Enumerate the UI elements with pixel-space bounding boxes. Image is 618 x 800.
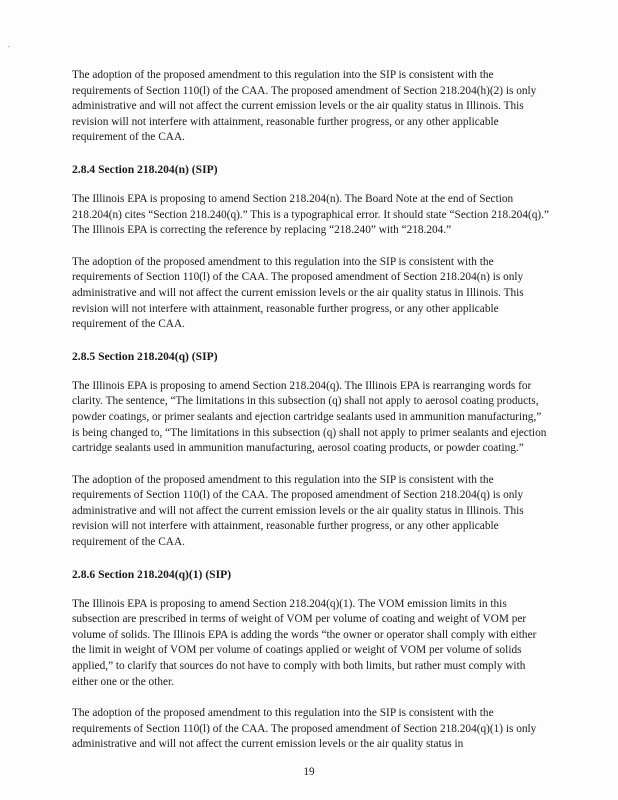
paragraph-2-8-5-sip-consistency: The adoption of the proposed amendment to this regulation into the SIP is consistent with the requirements of Section 110(l) of the CAA. The proposed amendment of Section 218.204(q) is only administrative and will not affect the current emission levels or the air quality status in Illinois. This revision will not interfere with attainment, reasonable further progress, or any other applicable requirement of the CAA. [72,473,524,549]
page-number: 19 [303,766,315,778]
section-heading-2-8-4: 2.8.4 Section 218.204(n) (SIP) [72,162,218,176]
paragraph-intro-sip-consistency: The adoption of the proposed amendment to this regulation into the SIP is consistent with the requirements of Section 110(l) of the CAA. The proposed amendment of Section 218.204(h)(2) is only administrative and will not affect the current emission levels or the air quality status in Illinois. This revision will not interfere with attainment, reasonable further progress, or any other applicable requirement of the CAA. [72,69,537,144]
section-heading-2-8-6: 2.8.6 Section 218.204(q)(1) (SIP) [72,567,232,581]
scan-artifact [8,46,10,47]
paragraph-2-8-4-description: The Illinois EPA is proposing to amend Section 218.204(n). The Board Note at the end of Section 218.204(n) cites “Section 218.240(q).” This is a typographical error. It should state “Section 218.204(q).” The Illinois EPA is correcting the reference by replacing “218.240” with “218.204.” [72,192,549,237]
document-body [72,68,550,769]
paragraph-2-8-6-sip-consistency: The adoption of the proposed amendment to this regulation into the SIP is consistent with the requirements of Section 110(l) of the CAA. The proposed amendment of Section 218.204(q)(1) is only administrative and will not affect the current emission levels or the air quality status in [72,707,537,751]
paragraph-2-8-4-sip-consistency: The adoption of the proposed amendment to this regulation into the SIP is consistent with the requirements of Section 110(l) of the CAA. The proposed amendment of Section 218.204(n) is only administrative and will not affect the current emission levels or the air quality status in Illinois. This revision will not interfere with attainment, reasonable further progress, or any other applicable requirement of the CAA. [72,255,524,331]
paragraph-2-8-6-description: The Illinois EPA is proposing to amend Section 218.204(q)(1). The VOM emission limits in this subsection are prescribed in terms of weight of VOM per volume of coating and weight of VOM per volume of solids. The Illinois EPA is adding the words “the owner or operator shall comply with either the limit in weight of VOM per volume of coatings applied or weight of VOM per volume of solids applied,” to clarify that sources do not have to comply with both limits, but rather must comply with either one or the other. [72,597,537,688]
section-heading-2-8-5: 2.8.5 Section 218.204(q) (SIP) [72,349,218,363]
paragraph-2-8-5-description: The Illinois EPA is proposing to amend Section 218.204(q). The Illinois EPA is rearranging words for clarity. The sentence, “The limitations in this subsection (q) shall not apply to aerosol coating products, powder coatings, or primer sealants and ejection cartridge sealants used in ammunition manufacturing,” is being changed to, “The limitations in this subsection (q) shall not apply to primer sealants and ejection cartridge sealants used in ammunition manufacturing, aerosol coating products, or powder coating.” [72,379,547,455]
